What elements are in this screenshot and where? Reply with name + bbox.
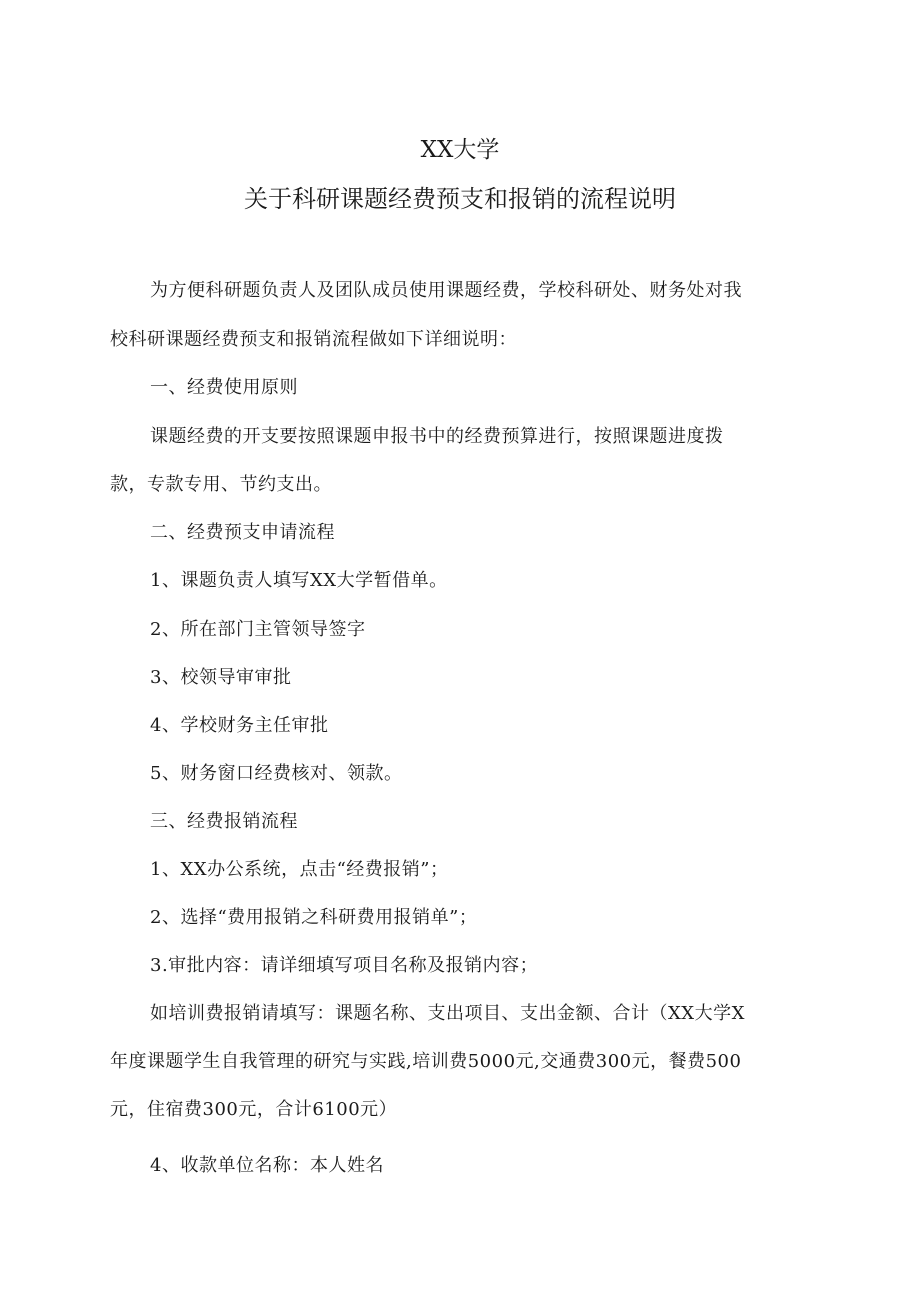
document-title: 关于科研课题经费预支和报销的流程说明 — [244, 185, 676, 213]
section-heading-reimbursement: 三、经费报销流程 — [150, 811, 298, 832]
intro-paragraph-line-2: 校科研课题经费预支和报销流程做如下详细说明： — [110, 329, 517, 350]
advance-step: 2、所在部门主管领导签字 — [150, 619, 366, 640]
principles-paragraph-line-1: 课题经费的开支要按照课题申报书中的经费预算进行，按照课题进度拨 — [150, 426, 724, 447]
advance-step: 3、校领导审审批 — [150, 667, 292, 688]
advance-step: 4、学校财务主任审批 — [150, 715, 329, 736]
section-heading-principles: 一、经费使用原则 — [150, 377, 298, 398]
reimbursement-step: 2、选择“费用报销之科研费用报销单”； — [150, 907, 478, 928]
section-heading-advance: 二、经费预支申请流程 — [150, 522, 335, 543]
document-title-university: XX大学 — [420, 137, 500, 163]
reimbursement-step: 3.审批内容：请详细填写项目名称及报销内容； — [150, 955, 539, 976]
advance-step: 1、课题负责人填写XX大学暂借单。 — [150, 570, 448, 591]
reimbursement-step-4: 4、收款单位名称：本人姓名 — [150, 1155, 384, 1176]
advance-step: 5、财务窗口经费核对、领款。 — [150, 763, 403, 784]
intro-paragraph-line-1: 为方便科研题负责人及团队成员使用课题经费，学校科研处、财务处对我 — [150, 280, 742, 301]
example-paragraph-line-1: 如培训费报销请填写：课题名称、支出项目、支出金额、合计（XX大学X — [150, 1003, 745, 1024]
example-paragraph-line-2: 年度课题学生自我管理的研究与实践,培训费5000元,交通费300元，餐费500 — [110, 1051, 742, 1072]
principles-paragraph-line-2: 款，专款专用、节约支出。 — [110, 474, 332, 495]
example-paragraph-line-3: 元，住宿费300元，合计6100元） — [110, 1099, 398, 1120]
reimbursement-step: 1、XX办公系统，点击“经费报销”； — [150, 859, 449, 880]
